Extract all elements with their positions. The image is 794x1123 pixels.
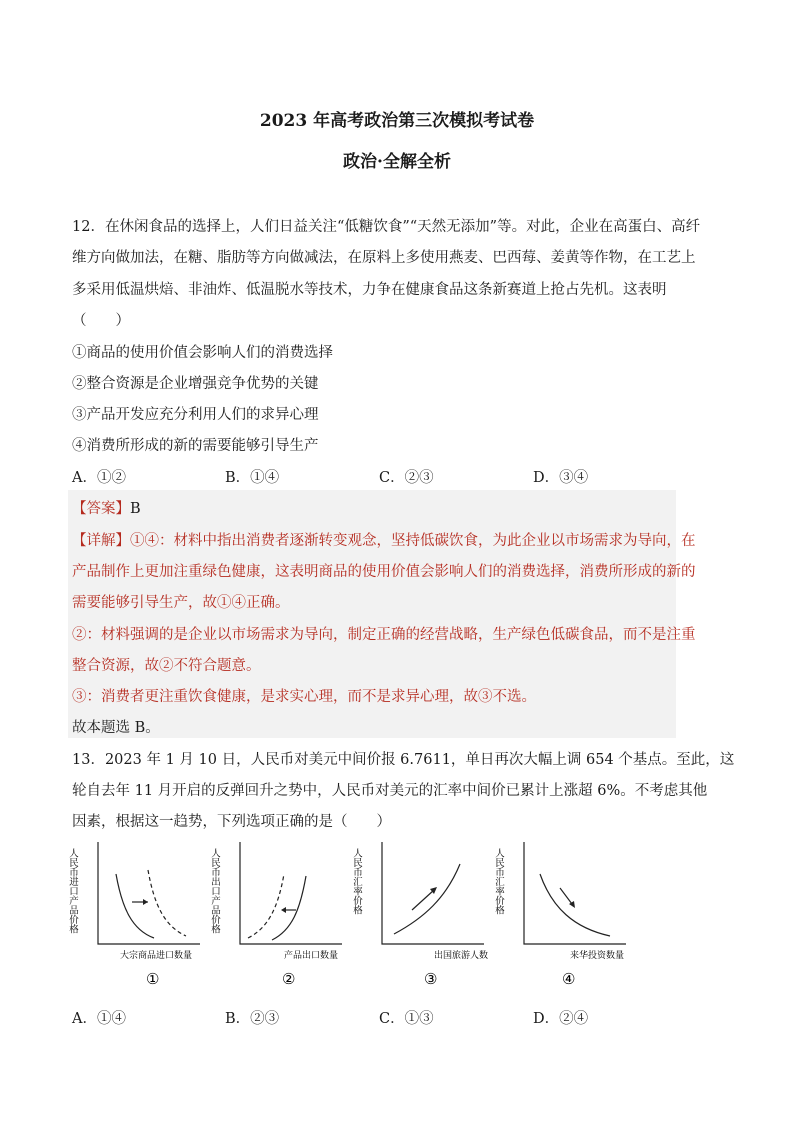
q12-stem-line-4: （ ） bbox=[72, 313, 130, 329]
graph-4-caption: ④ bbox=[562, 972, 576, 988]
graph-1-solid-curve bbox=[116, 874, 154, 938]
q12-option-d: D．③④ bbox=[533, 470, 589, 486]
graph-1 bbox=[67, 838, 210, 988]
q12-detail-line-3: 需要能够引导生产，故①④正确。 bbox=[72, 595, 290, 611]
graph-1-dashed-curve bbox=[148, 870, 186, 936]
q12-detail-line-6: ③：消费者更注重饮食健康，是求实心理，而不是求异心理，故③不选。 bbox=[72, 689, 536, 705]
q12-stem-line-2: 维方向做加法，在糖、脂肪等方向做减法，在原料上多使用燕麦、巴西莓、姜黄等作物，在工艺上 bbox=[72, 250, 696, 266]
answer-value: B bbox=[130, 501, 141, 517]
q13-option-c: C．①③ bbox=[379, 1011, 434, 1027]
graph-1-y-label: 人民币进口产品价格 bbox=[67, 848, 77, 934]
graph-2 bbox=[209, 838, 352, 988]
q12-detail-line-1 bbox=[72, 529, 696, 550]
graph-2-solid-curve bbox=[272, 876, 306, 940]
graph-1-axes bbox=[98, 842, 200, 944]
q12-option-c: C．②③ bbox=[379, 470, 434, 486]
graph-4-y-label: 人民币汇率价格 bbox=[493, 848, 503, 915]
q12-conclusion: 故本题选 B。 bbox=[72, 720, 160, 736]
q12-statement-3: ③产品开发应充分利用人们的求异心理 bbox=[72, 407, 319, 423]
q13-option-d: D．②④ bbox=[533, 1011, 589, 1027]
q13-stem-line-3: 因素，根据这一趋势，下列选项正确的是（ ） bbox=[72, 814, 391, 830]
graph-2-dashed-curve bbox=[248, 874, 284, 938]
q12-option-b: B．①④ bbox=[225, 470, 280, 486]
q12-detail-line-2: 产品制作上更加注重绿色健康，这表明商品的使用价值会影响人们的消费选择，消费所形成的新的 bbox=[72, 564, 696, 580]
q13-stem-line-1: 13．2023 年 1 月 10 日，人民币对美元中间价报 6.7611，单日再次大幅上调 654 个基点。至此，这 bbox=[72, 752, 735, 768]
graph-3-y-label: 人民币汇率价格 bbox=[351, 848, 361, 915]
page-subtitle: 政治·全解全析 bbox=[343, 152, 451, 172]
q12-statement-4: ④消费所形成的新的需要能够引导生产 bbox=[72, 438, 319, 454]
graph-1-caption: ① bbox=[146, 972, 160, 988]
page-title: 2023 年高考政治第三次模拟考试卷 bbox=[259, 111, 535, 131]
graph-3-arrow bbox=[412, 890, 434, 910]
graph-3-axes bbox=[382, 842, 484, 944]
graph-3-curve bbox=[394, 864, 460, 934]
graph-3-x-label: 出国旅游人数 bbox=[434, 950, 489, 960]
graph-1-x-label: 大宗商品进口数量 bbox=[120, 950, 193, 960]
q12-detail-line-5: 整合资源，故②不符合题意。 bbox=[72, 658, 261, 674]
q13-option-b: B．②③ bbox=[225, 1011, 280, 1027]
q12-detail-line-4: ②：材料强调的是企业以市场需求为导向，制定正确的经营战略，生产绿色低碳食品，而不是注重 bbox=[72, 627, 696, 643]
graph-4-x-label: 来华投资数量 bbox=[570, 950, 625, 960]
q12-answer bbox=[72, 497, 141, 518]
q13-option-a: A．①④ bbox=[72, 1011, 126, 1027]
graph-1-arrowhead bbox=[143, 899, 148, 905]
graph-4-curve bbox=[540, 874, 610, 936]
graph-4-axes bbox=[524, 842, 626, 944]
graph-4-arrow bbox=[560, 888, 572, 904]
graph-2-y-label: 人民币出口产品价格 bbox=[209, 848, 219, 934]
answer-tag: 【答案】 bbox=[72, 501, 130, 517]
graph-2-caption: ② bbox=[282, 972, 296, 988]
q12-stem-line-1: 12．在休闲食品的选择上，人们日益关注“低糖饮食”“天然无添加”等。对此，企业在高蛋白、高纤 bbox=[72, 219, 701, 235]
graph-2-axes bbox=[240, 842, 342, 944]
graph-3 bbox=[351, 838, 494, 988]
q12-stem-line-3: 多采用低温烘焙、非油炸、低温脱水等技术，力争在健康食品这条新赛道上抢占先机。这表明 bbox=[72, 282, 667, 298]
detail-text: ①④：材料中指出消费者逐渐转变观念，坚持低碳饮食，为此企业以市场需求为导向，在 bbox=[130, 533, 696, 549]
q12-statement-1: ①商品的使用价值会影响人们的消费选择 bbox=[72, 345, 333, 361]
graph-3-caption: ③ bbox=[424, 972, 438, 988]
graph-4 bbox=[493, 838, 636, 988]
q13-stem-line-2: 轮自去年 11 月开启的反弹回升之势中，人民币对美元的汇率中间价已累计上涨超 6%。不考虑其他 bbox=[72, 783, 708, 799]
q12-statement-2: ②整合资源是企业增强竞争优势的关键 bbox=[72, 376, 319, 392]
q12-option-a: A．①② bbox=[72, 470, 126, 486]
graph-2-arrowhead bbox=[281, 907, 286, 913]
detail-tag: 【详解】 bbox=[72, 533, 130, 549]
graph-2-x-label: 产品出口数量 bbox=[284, 950, 339, 960]
